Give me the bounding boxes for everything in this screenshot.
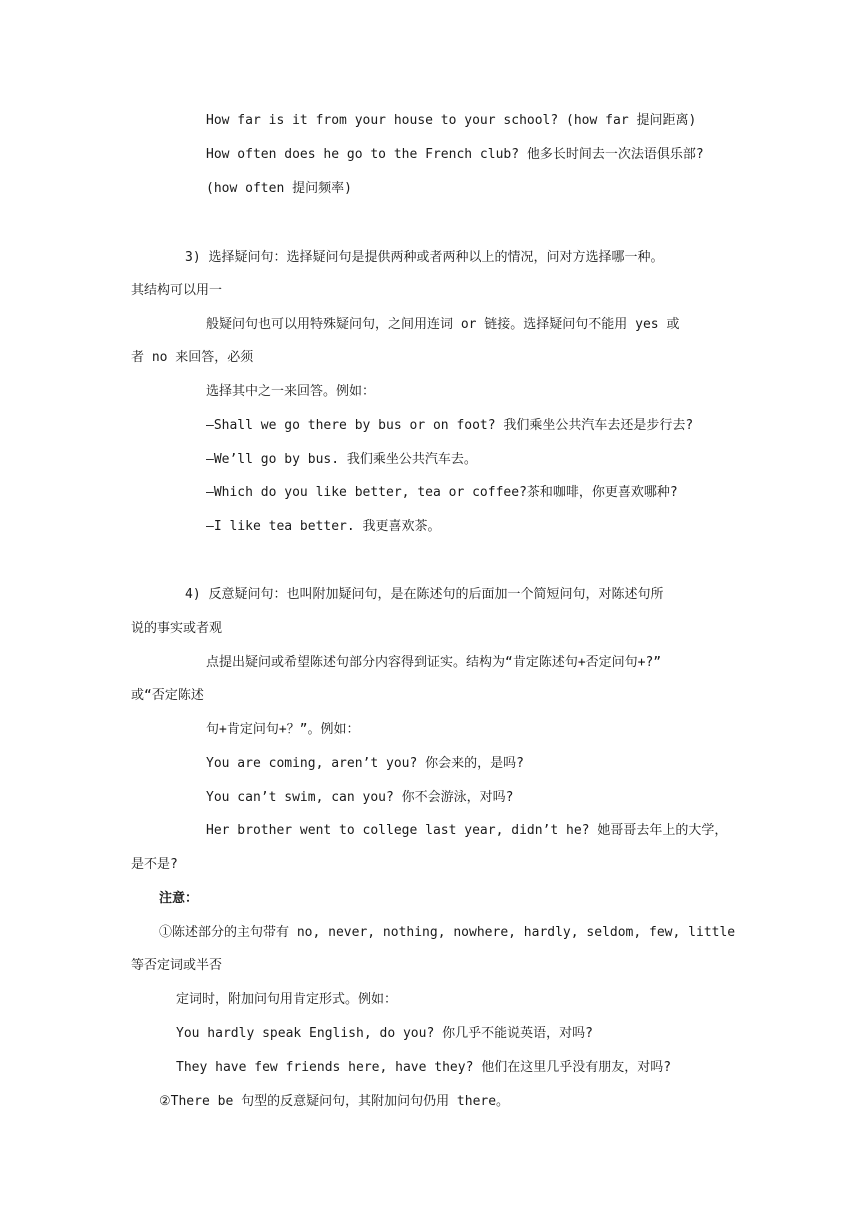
section-3-text: 者 no 来回答，必须 xyxy=(131,350,254,365)
section-3-example: —We’ll go by bus. 我们乘坐公共汽车去。 xyxy=(206,452,477,467)
section-3-heading: 3) 选择疑问句：选择疑问句是提供两种或者两种以上的情况，问对方选择哪一种。 xyxy=(185,250,664,265)
example-how-often: How often does he go to the French club? 他多长时间去一次法语俱乐部? xyxy=(206,147,704,162)
section-4-text: 或“否定陈述 xyxy=(131,688,204,703)
note-1-text: 等否定词或半否 xyxy=(131,958,223,973)
section-3-text: 选择其中之一来回答。例如： xyxy=(206,384,376,399)
section-3-text: 其结构可以用一 xyxy=(131,283,223,298)
note-1-example: They have few friends here, have they? 他们在这里几乎没有朋友，对吗? xyxy=(176,1060,672,1075)
note-1-example: You hardly speak English, do you? 你几乎不能说英语，对吗? xyxy=(176,1026,593,1041)
section-4-example: You are coming, aren’t you? 你会来的，是吗? xyxy=(206,756,524,771)
section-4-heading: 4) 反意疑问句：也叫附加疑问句，是在陈述句的后面加一个简短问句，对陈述句所 xyxy=(185,587,664,602)
section-4-example: You can’t swim, can you? 你不会游泳，对吗? xyxy=(206,790,514,805)
note-1-text: ①陈述部分的主句带有 no, never, nothing, nowhere, hardly, seldom, few, little xyxy=(159,925,736,940)
section-4-text: 句+肯定问句+？”。例如： xyxy=(206,722,360,737)
note-1-text: 定词时，附加问句用肯定形式。例如： xyxy=(176,992,398,1007)
section-3-text: 般疑问句也可以用特殊疑问句，之间用连词 or 链接。选择疑问句不能用 yes 或 xyxy=(206,317,680,332)
example-how-often-note: (how often 提问频率) xyxy=(206,181,352,196)
section-3-example: —I like tea better. 我更喜欢茶。 xyxy=(206,519,441,534)
section-4-text: 说的事实或者观 xyxy=(131,621,223,636)
section-4-example: 是不是? xyxy=(131,857,178,872)
section-4-text: 点提出疑问或希望陈述句部分内容得到证实。结构为“肯定陈述句+否定问句+?” xyxy=(206,655,662,670)
example-how-far: How far is it from your house to your school? (how far 提问距离) xyxy=(206,113,697,128)
note-2-text: ②There be 句型的反意疑问句，其附加问句仍用 there。 xyxy=(159,1094,510,1109)
note-title: 注意： xyxy=(159,891,199,906)
section-3-example: —Which do you like better, tea or coffee?茶和咖啡，你更喜欢哪种? xyxy=(206,485,678,500)
section-3-example: —Shall we go there by bus or on foot? 我们乘坐公共汽车去还是步行去? xyxy=(206,418,694,433)
section-4-example: Her brother went to college last year, didn’t he? 她哥哥去年上的大学， xyxy=(206,823,728,838)
